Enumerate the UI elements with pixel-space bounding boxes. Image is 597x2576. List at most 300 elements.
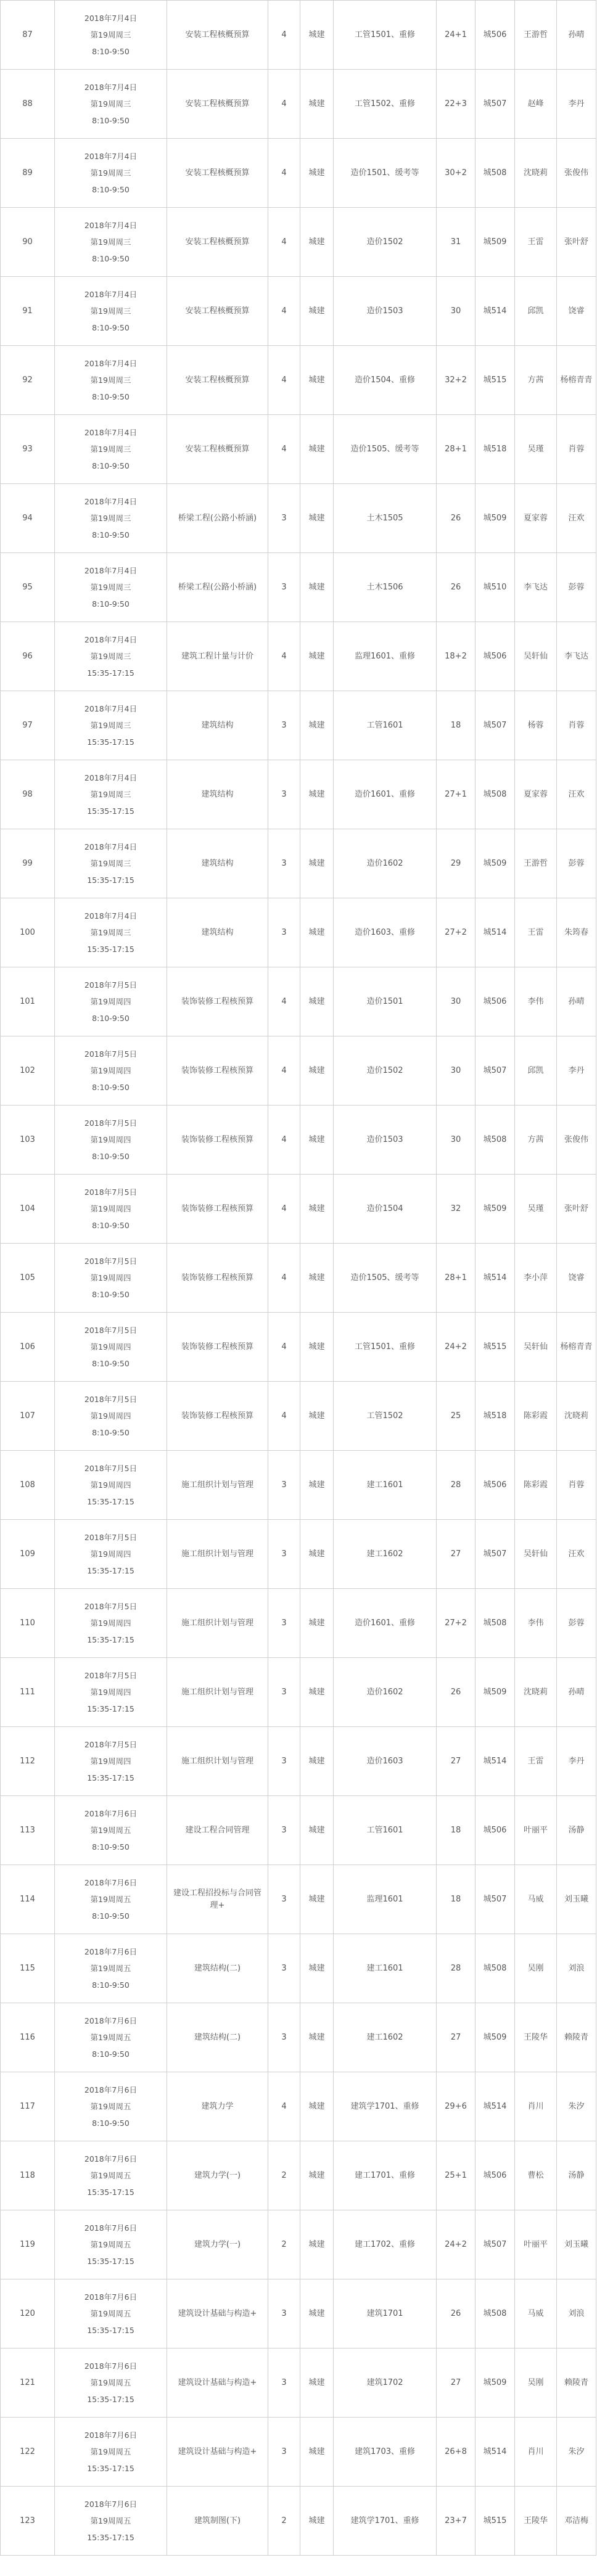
exam-number: 116	[1, 2003, 55, 2072]
table-row	[1, 1865, 596, 1934]
table-row	[1, 1036, 596, 1105]
table-row	[1, 2072, 596, 2141]
course-name: 安装工程核概预算	[167, 346, 268, 415]
class-name: 建工1602	[334, 2003, 437, 2072]
exam-period: 8:10-9:50	[92, 2049, 130, 2059]
invigilator-1: 沈晓莉	[515, 139, 557, 208]
class-name: 造价1501	[334, 967, 437, 1036]
exam-time	[55, 2418, 167, 2487]
exam-period: 8:10-9:50	[92, 1152, 130, 1161]
invigilator-1: 陈彩霞	[515, 1451, 557, 1520]
course-name: 建筑力学(一)	[167, 2141, 268, 2210]
invigilator-2: 汪欢	[557, 484, 596, 553]
class-name: 造价1503	[334, 277, 437, 346]
invigilator-2: 张俊伟	[557, 1105, 596, 1175]
course-name: 装饰装修工程核预算	[167, 1382, 268, 1451]
student-count: 30	[437, 277, 476, 346]
invigilator-1: 邱凯	[515, 1036, 557, 1105]
exam-number: 102	[1, 1036, 55, 1105]
class-name: 工管1601	[334, 1796, 437, 1865]
exam-time	[55, 1, 167, 70]
student-count: 30	[437, 1105, 476, 1175]
class-name: 监理1601	[334, 1865, 437, 1934]
class-name: 工管1502	[334, 1382, 437, 1451]
course-name: 施工组织计划与管理	[167, 1589, 268, 1658]
exam-week: 第19周周四	[90, 1549, 131, 1559]
course-credit: 4	[268, 1105, 300, 1175]
exam-room: 城507	[476, 691, 515, 760]
exam-room: 城509	[476, 2003, 515, 2072]
exam-room: 城509	[476, 1658, 515, 1727]
class-name: 土木1506	[334, 553, 437, 622]
campus: 城建	[300, 1520, 334, 1589]
exam-room: 城508	[476, 1105, 515, 1175]
exam-number: 98	[1, 760, 55, 829]
class-name: 建筑1702	[334, 2348, 437, 2418]
invigilator-1: 夏家蓉	[515, 760, 557, 829]
course-credit: 3	[268, 760, 300, 829]
student-count: 25	[437, 1382, 476, 1451]
exam-number: 119	[1, 2210, 55, 2279]
exam-week: 第19周周三	[90, 306, 131, 316]
course-credit: 3	[268, 1658, 300, 1727]
campus: 城建	[300, 1175, 334, 1244]
exam-number: 104	[1, 1175, 55, 1244]
student-count: 27	[437, 1727, 476, 1796]
course-name: 施工组织计划与管理	[167, 1451, 268, 1520]
exam-room: 城508	[476, 1934, 515, 2003]
student-count: 32	[437, 1175, 476, 1244]
table-row	[1, 898, 596, 967]
course-name: 建筑设计基础与构造+	[167, 2279, 268, 2348]
class-name: 造价1502	[334, 1036, 437, 1105]
invigilator-1: 杨蓉	[515, 691, 557, 760]
student-count: 27+2	[437, 1589, 476, 1658]
course-credit: 3	[268, 1727, 300, 1796]
student-count: 28+1	[437, 415, 476, 484]
invigilator-1: 吴瑾	[515, 1175, 557, 1244]
exam-date: 2018年7月6日	[84, 1947, 138, 1956]
class-name: 工管1501、重修	[334, 1313, 437, 1382]
exam-date: 2018年7月4日	[84, 911, 138, 921]
exam-number: 100	[1, 898, 55, 967]
exam-date: 2018年7月5日	[84, 1118, 138, 1128]
student-count: 18+2	[437, 622, 476, 691]
course-credit: 4	[268, 139, 300, 208]
class-name: 造价1603、重修	[334, 898, 437, 967]
course-credit: 3	[268, 2348, 300, 2418]
student-count: 27+1	[437, 760, 476, 829]
course-name: 装饰装修工程核预算	[167, 1175, 268, 1244]
exam-week: 第19周周三	[90, 652, 131, 661]
student-count: 18	[437, 1796, 476, 1865]
exam-time	[55, 1727, 167, 1796]
invigilator-1: 陈彩霞	[515, 1382, 557, 1451]
invigilator-1: 吴轩仙	[515, 622, 557, 691]
campus: 城建	[300, 2003, 334, 2072]
course-name: 施工组织计划与管理	[167, 1520, 268, 1589]
exam-date: 2018年7月4日	[84, 428, 138, 437]
invigilator-2: 肖蓉	[557, 415, 596, 484]
exam-period: 15:35-17:15	[87, 2533, 134, 2542]
exam-date: 2018年7月5日	[84, 1740, 138, 1749]
invigilator-1: 赵峰	[515, 70, 557, 139]
student-count: 18	[437, 691, 476, 760]
exam-time	[55, 2348, 167, 2418]
exam-time	[55, 1382, 167, 1451]
table-row	[1, 2279, 596, 2348]
exam-number: 123	[1, 2487, 55, 2556]
exam-number: 97	[1, 691, 55, 760]
course-credit: 3	[268, 829, 300, 898]
exam-number: 122	[1, 2418, 55, 2487]
exam-time	[55, 1934, 167, 2003]
exam-week: 第19周周四	[90, 1688, 131, 1697]
course-name: 安装工程核概预算	[167, 1, 268, 70]
campus: 城建	[300, 1105, 334, 1175]
exam-room: 城509	[476, 1175, 515, 1244]
exam-week: 第19周周五	[90, 2378, 131, 2387]
class-name: 造价1504	[334, 1175, 437, 1244]
exam-period: 8:10-9:50	[92, 461, 130, 470]
table-row	[1, 415, 596, 484]
student-count: 24+2	[437, 2210, 476, 2279]
course-credit: 4	[268, 346, 300, 415]
course-name: 建筑结构	[167, 760, 268, 829]
campus: 城建	[300, 2418, 334, 2487]
class-name: 建筑学1701、重修	[334, 2487, 437, 2556]
class-name: 造价1502	[334, 208, 437, 277]
exam-period: 8:10-9:50	[92, 1221, 130, 1230]
course-credit: 3	[268, 691, 300, 760]
exam-date: 2018年7月4日	[84, 704, 138, 713]
exam-room: 城515	[476, 346, 515, 415]
course-name: 建设工程合同管理	[167, 1796, 268, 1865]
exam-room: 城508	[476, 139, 515, 208]
invigilator-1: 肖川	[515, 2072, 557, 2141]
exam-date: 2018年7月6日	[84, 2154, 138, 2164]
table-row	[1, 829, 596, 898]
class-name: 建工1701、重修	[334, 2141, 437, 2210]
exam-room: 城507	[476, 1520, 515, 1589]
invigilator-2: 彭蓉	[557, 1589, 596, 1658]
course-credit: 4	[268, 208, 300, 277]
campus: 城建	[300, 2487, 334, 2556]
exam-period: 15:35-17:15	[87, 737, 134, 747]
course-name: 建筑结构(二)	[167, 2003, 268, 2072]
exam-date: 2018年7月6日	[84, 2292, 138, 2302]
invigilator-2: 赖陵青	[557, 2348, 596, 2418]
exam-number: 111	[1, 1658, 55, 1727]
invigilator-2: 刘浪	[557, 2279, 596, 2348]
exam-number: 93	[1, 415, 55, 484]
exam-number: 120	[1, 2279, 55, 2348]
exam-number: 108	[1, 1451, 55, 1520]
exam-number: 113	[1, 1796, 55, 1865]
class-name: 土木1505	[334, 484, 437, 553]
campus: 城建	[300, 1727, 334, 1796]
table-row	[1, 1175, 596, 1244]
invigilator-2: 肖蓉	[557, 1451, 596, 1520]
invigilator-1: 夏家蓉	[515, 484, 557, 553]
invigilator-2: 刘玉曦	[557, 1865, 596, 1934]
course-name: 装饰装修工程核预算	[167, 1105, 268, 1175]
class-name: 造价1602	[334, 829, 437, 898]
exam-period: 8:10-9:50	[92, 1911, 130, 1921]
exam-period: 8:10-9:50	[92, 1290, 130, 1299]
table-row	[1, 1451, 596, 1520]
exam-room: 城518	[476, 415, 515, 484]
course-name: 装饰装修工程核预算	[167, 967, 268, 1036]
table-row	[1, 1727, 596, 1796]
exam-room: 城514	[476, 2072, 515, 2141]
class-name: 工管1601	[334, 691, 437, 760]
student-count: 30+2	[437, 139, 476, 208]
table-row	[1, 277, 596, 346]
exam-time	[55, 1105, 167, 1175]
class-name: 监理1601、重修	[334, 622, 437, 691]
student-count: 26	[437, 484, 476, 553]
exam-time	[55, 1865, 167, 1934]
invigilator-1: 王游哲	[515, 1, 557, 70]
invigilator-1: 方茜	[515, 346, 557, 415]
exam-week: 第19周周五	[90, 1826, 131, 1835]
invigilator-2: 朱汐	[557, 2072, 596, 2141]
exam-date: 2018年7月4日	[84, 566, 138, 575]
course-name: 装饰装修工程核预算	[167, 1244, 268, 1313]
invigilator-1: 沈晓莉	[515, 1658, 557, 1727]
exam-room: 城515	[476, 2487, 515, 2556]
campus: 城建	[300, 139, 334, 208]
invigilator-2: 李飞达	[557, 622, 596, 691]
class-name: 工管1502、重修	[334, 70, 437, 139]
invigilator-2: 赖陵青	[557, 2003, 596, 2072]
course-credit: 4	[268, 70, 300, 139]
campus: 城建	[300, 1244, 334, 1313]
exam-week: 第19周周四	[90, 1618, 131, 1628]
invigilator-1: 李小萍	[515, 1244, 557, 1313]
exam-room: 城514	[476, 898, 515, 967]
exam-week: 第19周周五	[90, 2033, 131, 2042]
exam-week: 第19周周四	[90, 1135, 131, 1144]
invigilator-2: 刘浪	[557, 1934, 596, 2003]
campus: 城建	[300, 277, 334, 346]
exam-week: 第19周周四	[90, 1480, 131, 1490]
exam-room: 城514	[476, 2418, 515, 2487]
exam-time	[55, 208, 167, 277]
exam-number: 117	[1, 2072, 55, 2141]
exam-time	[55, 622, 167, 691]
exam-time	[55, 829, 167, 898]
invigilator-1: 吴瑾	[515, 415, 557, 484]
exam-week: 第19周周五	[90, 2171, 131, 2180]
class-name: 造价1505、缓考等	[334, 415, 437, 484]
invigilator-2: 杨榕青青	[557, 1313, 596, 1382]
exam-date: 2018年7月5日	[84, 1671, 138, 1680]
invigilator-2: 张叶舒	[557, 1175, 596, 1244]
course-name: 施工组织计划与管理	[167, 1727, 268, 1796]
exam-week: 第19周周四	[90, 1342, 131, 1352]
class-name: 造价1503	[334, 1105, 437, 1175]
class-name: 造价1602	[334, 1658, 437, 1727]
course-credit: 4	[268, 1175, 300, 1244]
student-count: 18	[437, 1865, 476, 1934]
campus: 城建	[300, 553, 334, 622]
course-credit: 3	[268, 2418, 300, 2487]
course-name: 建筑结构(二)	[167, 1934, 268, 2003]
exam-number: 105	[1, 1244, 55, 1313]
student-count: 28	[437, 1934, 476, 2003]
student-count: 31	[437, 208, 476, 277]
invigilator-1: 曹松	[515, 2141, 557, 2210]
exam-period: 8:10-9:50	[92, 47, 130, 56]
course-credit: 4	[268, 415, 300, 484]
exam-room: 城518	[476, 1382, 515, 1451]
invigilator-2: 李丹	[557, 1727, 596, 1796]
exam-number: 107	[1, 1382, 55, 1451]
exam-time	[55, 1589, 167, 1658]
course-credit: 2	[268, 2210, 300, 2279]
table-row	[1, 208, 596, 277]
course-name: 装饰装修工程核预算	[167, 1313, 268, 1382]
exam-period: 15:35-17:15	[87, 1497, 134, 1506]
exam-time	[55, 2210, 167, 2279]
course-name: 建筑工程计量与计价	[167, 622, 268, 691]
exam-date: 2018年7月6日	[84, 2361, 138, 2371]
exam-date: 2018年7月4日	[84, 635, 138, 644]
table-row	[1, 1658, 596, 1727]
invigilator-1: 王游哲	[515, 829, 557, 898]
campus: 城建	[300, 1036, 334, 1105]
course-credit: 3	[268, 1796, 300, 1865]
course-name: 建筑结构	[167, 829, 268, 898]
course-credit: 3	[268, 553, 300, 622]
student-count: 30	[437, 1036, 476, 1105]
table-row	[1, 2210, 596, 2279]
exam-week: 第19周周三	[90, 928, 131, 937]
invigilator-1: 叶丽平	[515, 1796, 557, 1865]
exam-week: 第19周周三	[90, 583, 131, 592]
exam-schedule-body	[1, 1, 596, 2556]
student-count: 26+8	[437, 2418, 476, 2487]
exam-date: 2018年7月5日	[84, 1326, 138, 1335]
campus: 城建	[300, 1313, 334, 1382]
exam-period: 8:10-9:50	[92, 1428, 130, 1437]
exam-room: 城506	[476, 1451, 515, 1520]
exam-time	[55, 553, 167, 622]
exam-time	[55, 2003, 167, 2072]
invigilator-2: 张叶舒	[557, 208, 596, 277]
exam-period: 8:10-9:50	[92, 1359, 130, 1368]
exam-week: 第19周周五	[90, 1895, 131, 1904]
class-name: 造价1603	[334, 1727, 437, 1796]
campus: 城建	[300, 691, 334, 760]
course-name: 安装工程核概预算	[167, 70, 268, 139]
exam-week: 第19周周三	[90, 99, 131, 109]
course-credit: 3	[268, 2003, 300, 2072]
exam-period: 15:35-17:15	[87, 668, 134, 678]
exam-number: 99	[1, 829, 55, 898]
exam-date: 2018年7月6日	[84, 2223, 138, 2233]
course-credit: 3	[268, 1589, 300, 1658]
exam-number: 94	[1, 484, 55, 553]
campus: 城建	[300, 484, 334, 553]
course-credit: 3	[268, 898, 300, 967]
invigilator-2: 彭蓉	[557, 553, 596, 622]
table-row	[1, 691, 596, 760]
invigilator-1: 吴轩仙	[515, 1520, 557, 1589]
table-row	[1, 2003, 596, 2072]
exam-period: 15:35-17:15	[87, 2395, 134, 2404]
exam-time	[55, 415, 167, 484]
student-count: 24+1	[437, 1, 476, 70]
campus: 城建	[300, 1382, 334, 1451]
invigilator-2: 汤静	[557, 2141, 596, 2210]
exam-time	[55, 70, 167, 139]
table-row	[1, 139, 596, 208]
campus: 城建	[300, 1865, 334, 1934]
exam-date: 2018年7月5日	[84, 1049, 138, 1059]
course-credit: 4	[268, 1313, 300, 1382]
invigilator-2: 朱汐	[557, 2418, 596, 2487]
exam-number: 89	[1, 139, 55, 208]
exam-date: 2018年7月5日	[84, 1188, 138, 1197]
invigilator-1: 方茜	[515, 1105, 557, 1175]
course-credit: 3	[268, 1520, 300, 1589]
class-name: 建工1601	[334, 1451, 437, 1520]
exam-number: 110	[1, 1589, 55, 1658]
student-count: 27	[437, 2003, 476, 2072]
exam-period: 8:10-9:50	[92, 254, 130, 263]
class-name: 造价1501、缓考等	[334, 139, 437, 208]
student-count: 22+3	[437, 70, 476, 139]
exam-room: 城508	[476, 2279, 515, 2348]
campus: 城建	[300, 346, 334, 415]
exam-number: 96	[1, 622, 55, 691]
invigilator-1: 王陵华	[515, 2487, 557, 2556]
course-credit: 3	[268, 1934, 300, 2003]
student-count: 23+7	[437, 2487, 476, 2556]
exam-time	[55, 760, 167, 829]
exam-room: 城506	[476, 967, 515, 1036]
exam-period: 15:35-17:15	[87, 2257, 134, 2266]
student-count: 27+2	[437, 898, 476, 967]
invigilator-2: 刘玉曦	[557, 2210, 596, 2279]
exam-time	[55, 898, 167, 967]
campus: 城建	[300, 2348, 334, 2418]
invigilator-1: 肖川	[515, 2418, 557, 2487]
campus: 城建	[300, 1658, 334, 1727]
student-count: 29+6	[437, 2072, 476, 2141]
exam-number: 87	[1, 1, 55, 70]
exam-date: 2018年7月6日	[84, 2500, 138, 2509]
campus: 城建	[300, 2210, 334, 2279]
course-name: 施工组织计划与管理	[167, 1658, 268, 1727]
exam-number: 91	[1, 277, 55, 346]
exam-period: 8:10-9:50	[92, 1980, 130, 1990]
student-count: 26	[437, 553, 476, 622]
exam-date: 2018年7月5日	[84, 1395, 138, 1404]
campus: 城建	[300, 1, 334, 70]
exam-period: 15:35-17:15	[87, 945, 134, 954]
exam-number: 121	[1, 2348, 55, 2418]
student-count: 26	[437, 1658, 476, 1727]
class-name: 建工1702、重修	[334, 2210, 437, 2279]
campus: 城建	[300, 1934, 334, 2003]
student-count: 27	[437, 1520, 476, 1589]
course-credit: 4	[268, 277, 300, 346]
exam-week: 第19周周五	[90, 1964, 131, 1973]
